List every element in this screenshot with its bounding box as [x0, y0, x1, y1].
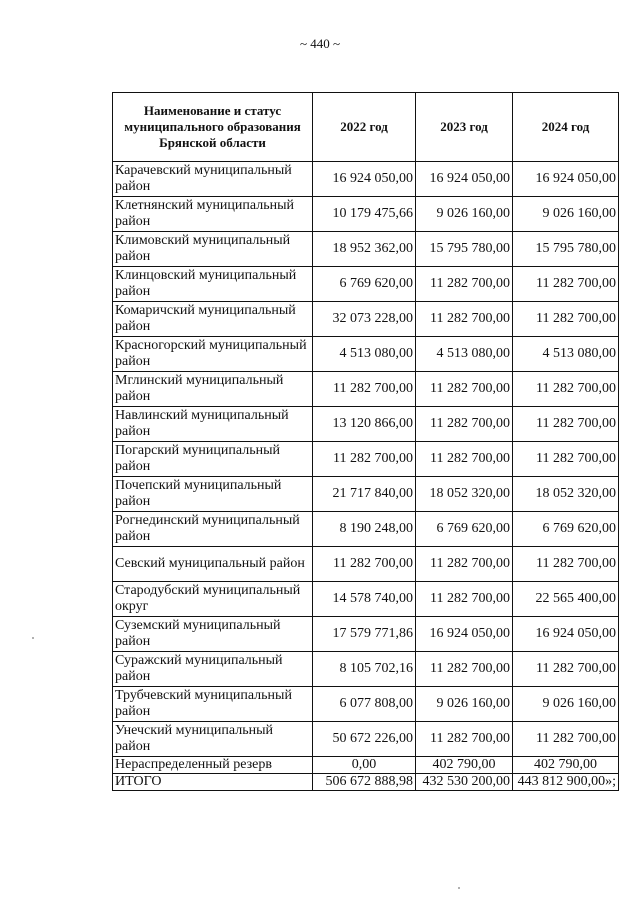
value-2024: 18 052 320,00 [513, 477, 619, 512]
value-2024: 11 282 700,00 [513, 372, 619, 407]
value-2022: 16 924 050,00 [313, 162, 416, 197]
header-2024: 2024 год [513, 93, 619, 162]
value-2023: 4 513 080,00 [416, 337, 513, 372]
value-2024: 11 282 700,00 [513, 722, 619, 757]
value-2022: 13 120 866,00 [313, 407, 416, 442]
header-2022: 2022 год [313, 93, 416, 162]
value-2024: 22 565 400,00 [513, 582, 619, 617]
value-2022: 506 672 888,98 [313, 774, 416, 791]
value-2024: 4 513 080,00 [513, 337, 619, 372]
value-2023: 11 282 700,00 [416, 442, 513, 477]
row-name: Климовский муниципальный район [113, 232, 313, 267]
value-2023: 16 924 050,00 [416, 162, 513, 197]
value-2023: 9 026 160,00 [416, 197, 513, 232]
value-2022: 11 282 700,00 [313, 442, 416, 477]
value-2023: 11 282 700,00 [416, 722, 513, 757]
row-name: Навлинский муниципальный район [113, 407, 313, 442]
row-name: Унечский муниципальный район [113, 722, 313, 757]
value-2023: 11 282 700,00 [416, 407, 513, 442]
row-name: Трубчевский муниципальный район [113, 687, 313, 722]
header-2023: 2023 год [416, 93, 513, 162]
reserve-row [113, 757, 619, 774]
value-2023: 402 790,00 [416, 757, 513, 774]
value-2023: 18 052 320,00 [416, 477, 513, 512]
value-2022: 11 282 700,00 [313, 372, 416, 407]
value-2024: 6 769 620,00 [513, 512, 619, 547]
row-name: Почепский муниципальный район [113, 477, 313, 512]
page-number: ~ 440 ~ [299, 36, 341, 51]
table-row [113, 582, 619, 617]
allocation-table [112, 92, 619, 791]
value-2024: 16 924 050,00 [513, 617, 619, 652]
value-2022: 8 105 702,16 [313, 652, 416, 687]
row-name: Суражский муниципальный район [113, 652, 313, 687]
table-header [113, 93, 619, 162]
value-2022: 4 513 080,00 [313, 337, 416, 372]
total-row [113, 774, 619, 791]
table-row [113, 477, 619, 512]
value-2022: 32 073 228,00 [313, 302, 416, 337]
table-row [113, 407, 619, 442]
value-2022: 18 952 362,00 [313, 232, 416, 267]
table-row [113, 232, 619, 267]
table-row [113, 337, 619, 372]
value-2022: 10 179 475,66 [313, 197, 416, 232]
table-row [113, 687, 619, 722]
value-2023: 11 282 700,00 [416, 582, 513, 617]
value-2023: 432 530 200,00 [416, 774, 513, 791]
header-row [113, 93, 619, 162]
value-2024: 11 282 700,00 [513, 442, 619, 477]
row-name: ИТОГО [113, 774, 313, 791]
scan-speck [458, 887, 460, 889]
row-name: Красногорский муниципальный район [113, 337, 313, 372]
value-2024: 402 790,00 [513, 757, 619, 774]
value-2024: 16 924 050,00 [513, 162, 619, 197]
table-row [113, 372, 619, 407]
value-2022: 0,00 [313, 757, 416, 774]
table-row [113, 442, 619, 477]
row-name: Комаричский муниципальный район [113, 302, 313, 337]
value-2024: 9 026 160,00 [513, 197, 619, 232]
value-2023: 11 282 700,00 [416, 372, 513, 407]
table-row [113, 722, 619, 757]
value-2022: 8 190 248,00 [313, 512, 416, 547]
row-name: Стародубский муниципальный округ [113, 582, 313, 617]
value-2022: 14 578 740,00 [313, 582, 416, 617]
row-name: Погарский муниципальный район [113, 442, 313, 477]
value-2023: 11 282 700,00 [416, 267, 513, 302]
row-name: Рогнединский муниципальный район [113, 512, 313, 547]
row-name: Нераспределенный резерв [113, 757, 313, 774]
value-2023: 11 282 700,00 [416, 547, 513, 582]
value-2022: 50 672 226,00 [313, 722, 416, 757]
table-row [113, 512, 619, 547]
value-2023: 11 282 700,00 [416, 652, 513, 687]
scan-speck [32, 637, 34, 639]
row-name: Клинцовский муниципальный район [113, 267, 313, 302]
value-2024: 11 282 700,00 [513, 547, 619, 582]
row-name: Карачевский муниципальный район [113, 162, 313, 197]
value-2024: 11 282 700,00 [513, 302, 619, 337]
table-row [113, 547, 619, 582]
value-2022: 11 282 700,00 [313, 547, 416, 582]
value-2024: 11 282 700,00 [513, 652, 619, 687]
table-row [113, 162, 619, 197]
value-2024: 11 282 700,00 [513, 267, 619, 302]
table-body [113, 162, 619, 791]
row-name: Суземский муниципальный район [113, 617, 313, 652]
value-2022: 6 769 620,00 [313, 267, 416, 302]
table-row [113, 267, 619, 302]
row-name: Севский муниципальный район [113, 547, 313, 582]
table-row [113, 617, 619, 652]
header-name: Наименование и статус муниципального образования Брянской области [113, 93, 313, 162]
table-row [113, 652, 619, 687]
value-2024: 15 795 780,00 [513, 232, 619, 267]
value-2024: 443 812 900,00»; [513, 774, 619, 791]
table-row [113, 302, 619, 337]
value-2024: 11 282 700,00 [513, 407, 619, 442]
value-2023: 15 795 780,00 [416, 232, 513, 267]
value-2023: 16 924 050,00 [416, 617, 513, 652]
value-2023: 9 026 160,00 [416, 687, 513, 722]
value-2022: 6 077 808,00 [313, 687, 416, 722]
value-2024: 9 026 160,00 [513, 687, 619, 722]
value-2023: 6 769 620,00 [416, 512, 513, 547]
row-name: Клетнянский муниципальный район [113, 197, 313, 232]
value-2023: 11 282 700,00 [416, 302, 513, 337]
value-2022: 17 579 771,86 [313, 617, 416, 652]
value-2022: 21 717 840,00 [313, 477, 416, 512]
row-name: Мглинский муниципальный район [113, 372, 313, 407]
table-row [113, 197, 619, 232]
